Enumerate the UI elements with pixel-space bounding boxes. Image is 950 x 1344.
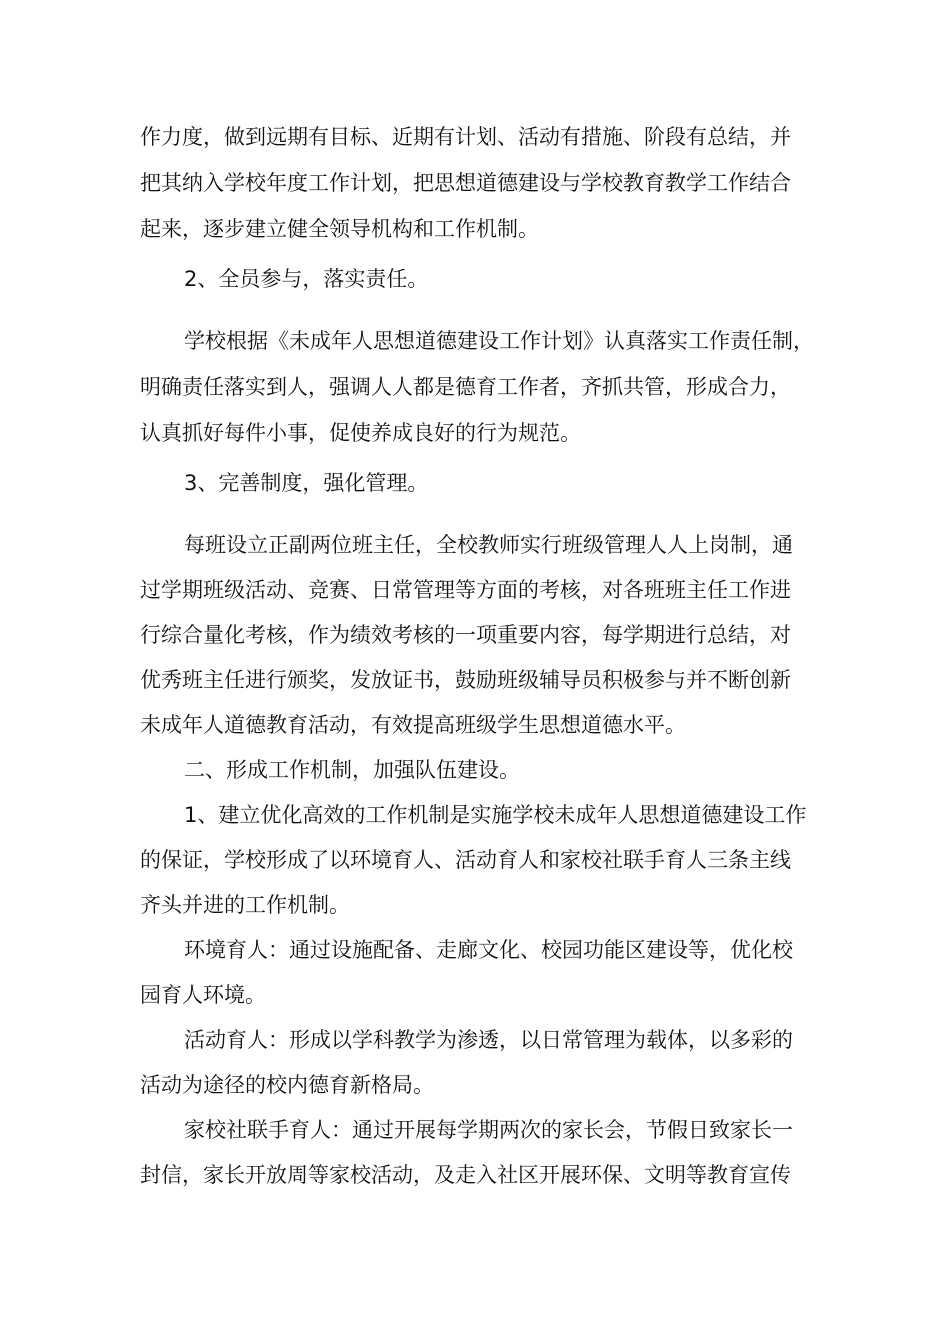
text-line: 园育人环境。	[140, 983, 266, 1007]
text-line: 明确责任落实到人，强调人人都是德育工作者，齐抓共管，形成合力，	[140, 375, 791, 399]
text-line: 环境育人：通过设施配备、走廊文化、校园功能区建设等，优化校	[184, 938, 793, 962]
text-line: 齐头并进的工作机制。	[140, 893, 350, 917]
text-line: 每班设立正副两位班主任，全校教师实行班级管理人人上岗制，通	[184, 533, 793, 557]
text-line: 活动育人：形成以学科教学为渗透，以日常管理为载体，以多彩的	[184, 1028, 793, 1052]
text-line: 行综合量化考核，作为绩效考核的一项重要内容，每学期进行总结，对	[140, 623, 791, 647]
section-heading: 3、完善制度，强化管理。	[184, 471, 429, 495]
text-line: 认真抓好每件小事，促使养成良好的行为规范。	[140, 421, 581, 445]
text-line: 1、建立优化高效的工作机制是实施学校未成年人思想道德建设工作	[184, 803, 807, 827]
text-line: 把其纳入学校年度工作计划，把思想道德建设与学校教育教学工作结合	[140, 171, 791, 195]
text-line: 家校社联手育人：通过开展每学期两次的家长会，节假日致家长一	[184, 1118, 793, 1142]
section-heading: 二、形成工作机制，加强队伍建设。	[184, 758, 520, 782]
text-line: 作力度，做到远期有目标、近期有计划、活动有措施、阶段有总结，并	[140, 125, 791, 149]
text-line: 活动为途径的校内德育新格局。	[140, 1073, 434, 1097]
section-heading: 2、全员参与，落实责任。	[184, 267, 429, 291]
text-line: 起来，逐步建立健全领导机构和工作机制。	[140, 217, 539, 241]
text-line: 的保证，学校形成了以环境育人、活动育人和家校社联手育人三条主线	[140, 848, 791, 872]
text-line: 过学期班级活动、竞赛、日常管理等方面的考核，对各班班主任工作进	[140, 578, 791, 602]
text-line: 学校根据《未成年人思想道德建设工作计划》认真落实工作责任制，	[184, 329, 814, 353]
text-line: 未成年人道德教育活动，有效提高班级学生思想道德水平。	[140, 713, 686, 737]
text-line: 封信，家长开放周等家校活动，及走入社区开展环保、文明等教育宣传	[140, 1163, 791, 1187]
text-line: 优秀班主任进行颁奖，发放证书，鼓励班级辅导员积极参与并不断创新	[140, 668, 791, 692]
